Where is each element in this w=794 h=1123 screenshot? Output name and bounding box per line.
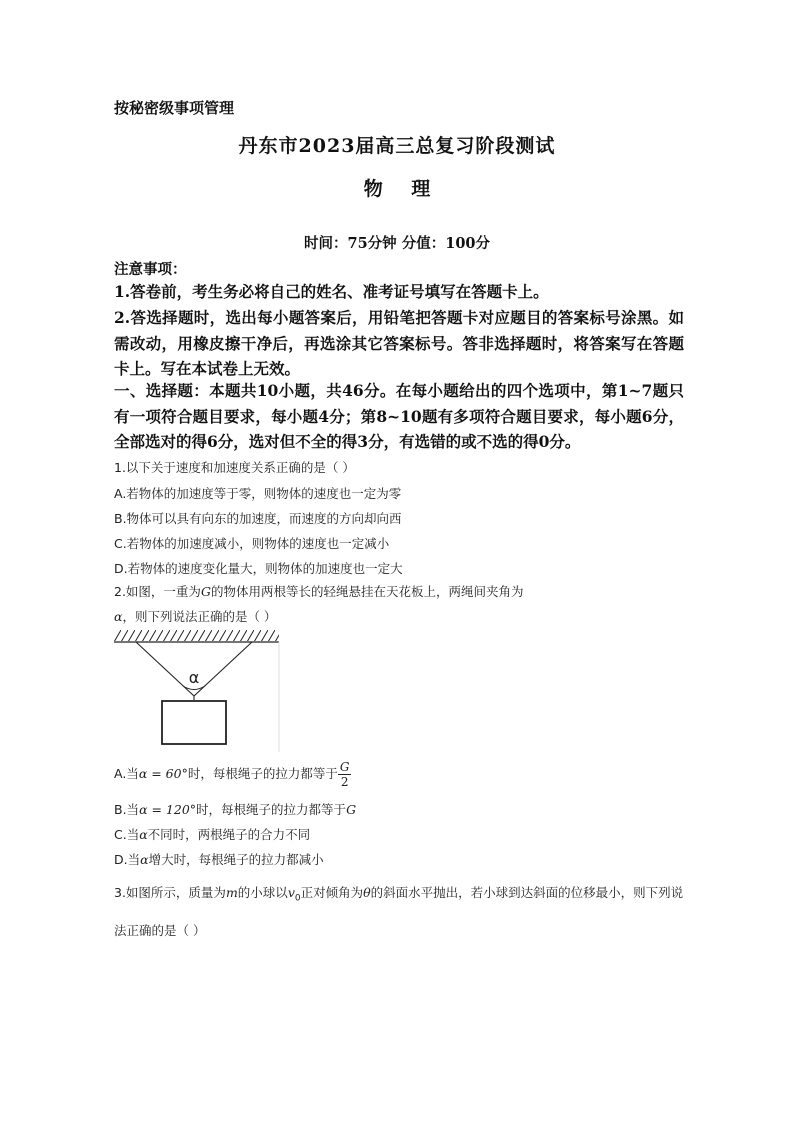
note-item-2: 2.答选择题时，选出每小题答案后，用铅笔把答题卡对应题目的答案标号涂黑。如需改动，用橡皮擦干净后，再选涂其它答案标号。答非选择题时，将答案写在答题卡上。写在本试卷上无效。 bbox=[114, 308, 684, 378]
hanging-block bbox=[162, 701, 226, 744]
symbol-theta: θ bbox=[363, 885, 371, 900]
symbol-g: G bbox=[200, 584, 211, 599]
notes-heading: 注意事项： bbox=[114, 261, 187, 278]
q1-option-b: B.物体可以具有向东的加速度，而速度的方向却向西 bbox=[114, 511, 402, 526]
right-rope bbox=[194, 642, 252, 696]
exam-title: 丹东市2023届高三总复习阶段测试 bbox=[238, 135, 556, 157]
q2-option-c: C.当α不同时，两根绳子的合力不同 bbox=[114, 827, 311, 842]
q2-option-d: D.当α增大时，每根绳子的拉力都减小 bbox=[114, 852, 324, 867]
secrecy-label: 按秘密级事项管理 bbox=[114, 99, 235, 117]
section-1-heading: 一、选择题：本题共10小题，共46分。在每小题给出的四个选项中，第1~7题只有一项符合题目要求，每小题4分；第8~10题有多项符合题目要求，每小题6分，全部选对的得6分，选对但不全的得3分，有选错的或不选的得0分。 bbox=[114, 381, 684, 451]
q2-option-a: A.当α = 60°时，每根绳子的拉力都等于 $\frac{G}{2}$ bbox=[114, 760, 350, 789]
q1-option-a: A.若物体的加速度等于零，则物体的速度也一定为零 bbox=[114, 486, 402, 501]
symbol-v0: v bbox=[287, 885, 295, 900]
q2-option-b: B.当α = 120°时，每根绳子的拉力都等于G bbox=[114, 802, 357, 817]
q3-stem: 3.如图所示，质量为m的小球以$v_0$正对倾角为θ的斜面水平抛出，若小球到达斜面的位移最小，则下列说法正确的是（ ） bbox=[114, 885, 684, 938]
figure-alpha-label: α bbox=[188, 668, 200, 687]
q1-option-c: C.若物体的加速度减小，则物体的速度也一定减小 bbox=[114, 536, 390, 551]
symbol-alpha: α bbox=[114, 609, 123, 624]
subject-title: 物 理 bbox=[363, 178, 431, 200]
q2-figure bbox=[114, 630, 284, 752]
left-rope bbox=[136, 642, 194, 696]
ceiling-hatch bbox=[114, 630, 279, 641]
fraction-g-over-2: $\frac{G}{2}$ bbox=[339, 760, 350, 789]
exam-meta: 时间：75分钟 分值：100分 bbox=[304, 235, 490, 252]
symbol-m: m bbox=[225, 885, 238, 900]
q1-option-d: D.若物体的速度变化量大，则物体的加速度也一定大 bbox=[114, 561, 403, 576]
q1-stem: 1.以下关于速度和加速度关系正确的是（ ） bbox=[114, 460, 355, 475]
q2-stem: 2.如图，一重为G的物体用两根等长的轻绳悬挂在天花板上，两绳间夹角为α，则下列说法正确的是（ ） bbox=[114, 584, 524, 624]
note-item-1: 1.答卷前，考生务必将自己的姓名、准考证号填写在答题卡上。 bbox=[114, 282, 549, 301]
